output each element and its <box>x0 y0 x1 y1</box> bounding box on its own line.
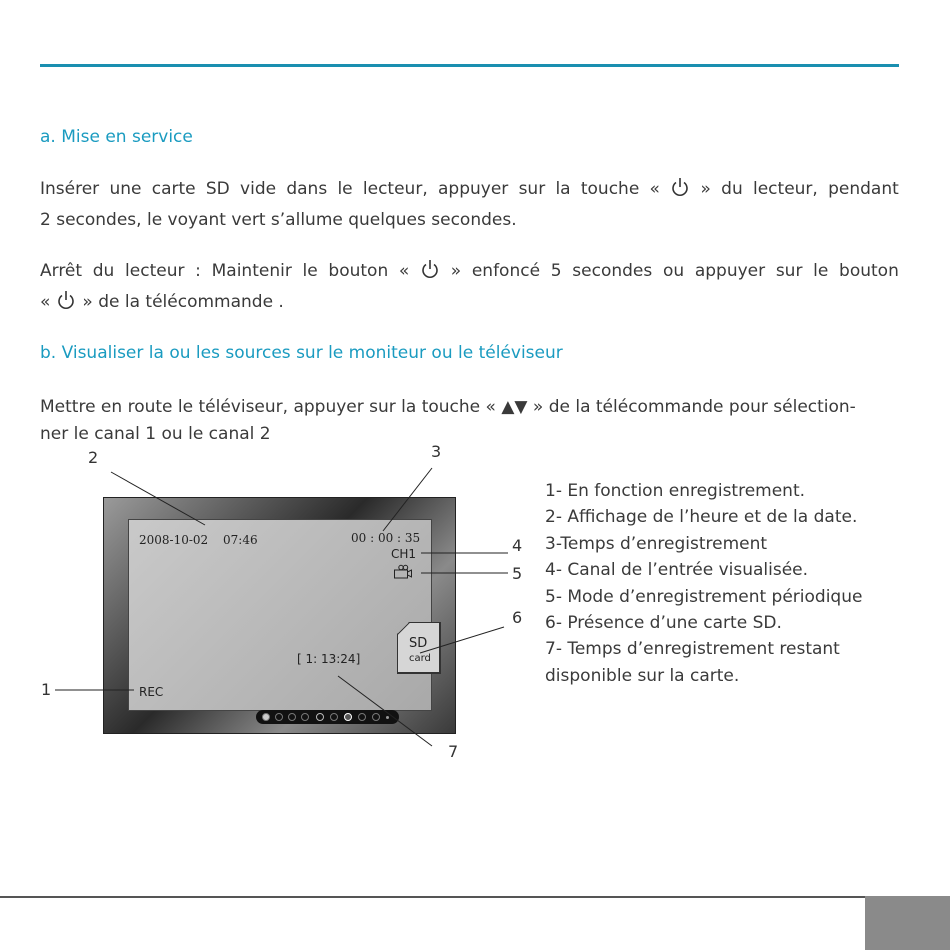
legend-item-1: 1- En fonction enregistrement. <box>545 481 806 501</box>
word: bouton <box>328 261 389 281</box>
callout-number-7: 7 <box>448 742 459 761</box>
legend-item-8: disponible sur la carte. <box>545 665 740 686</box>
power-icon <box>670 176 690 207</box>
word: appuyer <box>438 179 509 199</box>
top-rule <box>40 64 899 67</box>
screen-remaining-time: [ 1: 13:24] <box>297 652 361 666</box>
word: pendant <box>828 179 899 199</box>
paragraph-2-line-1 <box>40 258 899 289</box>
bottom-rule <box>0 896 865 898</box>
section-a-paragraph-2 <box>40 258 899 320</box>
paragraph-2-line-2 <box>40 289 899 320</box>
word: lecteur <box>125 261 185 281</box>
section-a-heading: a. Mise en service <box>40 127 193 147</box>
word: vide <box>240 179 277 199</box>
word: bouton <box>839 261 899 281</box>
screen-channel: CH1 <box>391 547 417 561</box>
word: « <box>649 179 660 199</box>
word: SD <box>205 179 230 199</box>
word: sur <box>518 179 546 199</box>
section-b-line-2: ner le canal 1 ou le canal 2 <box>40 424 271 444</box>
callout-number-6: 6 <box>512 608 523 627</box>
word: » <box>450 261 462 281</box>
word: enfoncé <box>471 261 541 281</box>
word: dans <box>286 179 328 199</box>
word: Maintenir <box>211 261 292 281</box>
callout-number-1: 1 <box>41 680 52 699</box>
screen-card-label: card <box>409 653 431 664</box>
legend-item-4: 4- Canal de l’entrée visualisée. <box>545 560 809 581</box>
callout-line-6 <box>420 627 504 653</box>
word: le <box>302 261 318 281</box>
legend-item-5: 5- Mode d’enregistrement périodique <box>545 586 863 607</box>
paragraph-1-line-1 <box>40 176 899 207</box>
word: Arrêt <box>40 261 83 281</box>
word: la <box>555 179 571 199</box>
screen-rec: REC <box>139 685 164 699</box>
legend-item-3: 3-Temps d’enregistrement <box>545 533 768 554</box>
word: sur <box>775 261 803 281</box>
page-number-tab <box>865 896 950 950</box>
word: 5 <box>550 261 562 281</box>
legend-item-6: 6- Présence d’une carte SD. <box>545 613 782 634</box>
word: lecteur, <box>362 179 428 199</box>
section-b-line-1: Mettre en route le téléviseur, appuyer sur la touche « ▲▼ » de la télécommande pour sélection- <box>40 397 856 417</box>
power-icon <box>56 289 76 320</box>
word: Insérer <box>40 179 100 199</box>
word: une <box>109 179 142 199</box>
paragraph-1-line-2: 2 secondes, le voyant vert s’allume quelques secondes. <box>40 210 517 230</box>
word: lecteur, <box>753 179 818 199</box>
legend-item-7: 7- Temps d’enregistrement restant <box>545 639 840 660</box>
figure-legend <box>545 478 862 689</box>
callout-number-5: 5 <box>512 564 523 583</box>
word: du <box>721 179 743 199</box>
screen-sd-label: SD <box>409 636 428 651</box>
callout-line-2 <box>111 472 205 525</box>
word: carte <box>151 179 196 199</box>
screen-time: 07:46 <box>223 533 258 547</box>
word: « <box>398 261 410 281</box>
monitor-figure <box>0 440 950 780</box>
power-icon <box>420 258 440 289</box>
callout-number-3: 3 <box>431 442 442 461</box>
paragraph-2-line-2-text: » de la télécommande . <box>82 292 284 312</box>
word: touche <box>580 179 640 199</box>
callout-line-7 <box>338 676 432 746</box>
legend-item-2: 2- Affichage de l’heure et de la date. <box>545 507 858 528</box>
word: le <box>813 261 829 281</box>
word: du <box>92 261 115 281</box>
word: : <box>195 261 201 281</box>
callout-number-4: 4 <box>512 536 523 555</box>
section-b-heading: b. Visualiser la ou les sources sur le moniteur ou le téléviseur <box>40 343 563 363</box>
word: secondes <box>572 261 653 281</box>
word: ou <box>662 261 685 281</box>
screen-record-time: 00 : 00 : 35 <box>351 531 421 545</box>
section-a-paragraph-1 <box>40 176 899 234</box>
callout-line-3 <box>383 468 432 531</box>
quote-open: « <box>40 292 51 312</box>
screen-date: 2008-10-02 <box>139 533 209 547</box>
word: appuyer <box>694 261 766 281</box>
word: » <box>700 179 711 199</box>
callout-number-2: 2 <box>88 448 99 467</box>
word: le <box>337 179 353 199</box>
